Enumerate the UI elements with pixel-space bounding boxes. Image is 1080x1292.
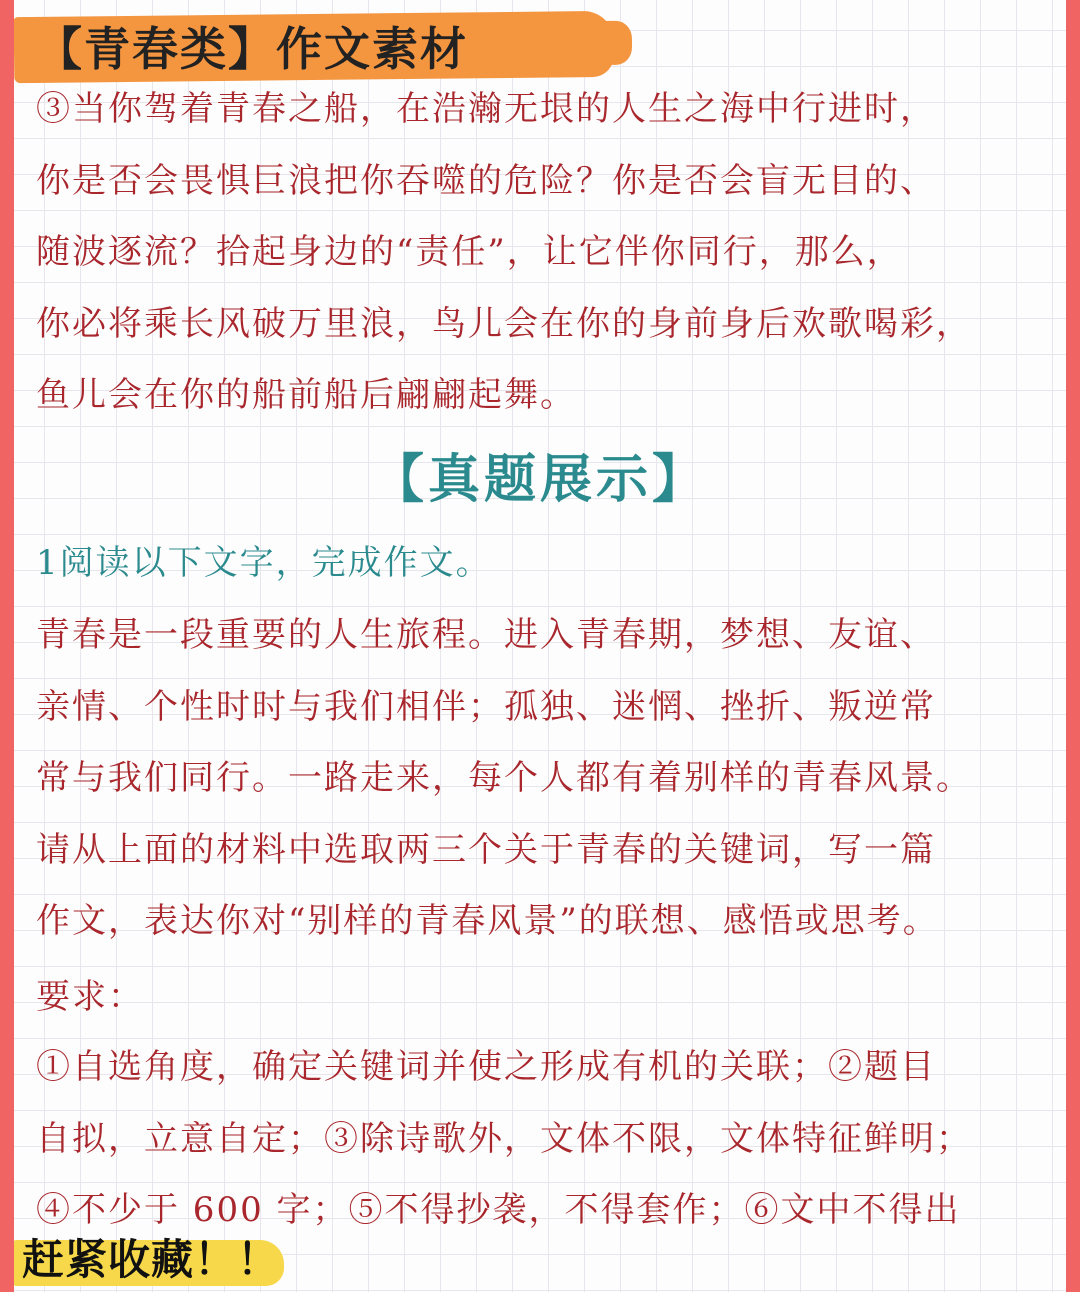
requirement-line: ①自选角度，确定关键词并使之形成有机的关联；②题目 [36,1047,936,1087]
exam-prompt [36,600,1066,958]
requirements-label: 要求： [36,977,144,1017]
prompt-line: 请从上面的材料中选取两三个关于青春的关键词，写一篇 [36,829,936,870]
requirement-line: 自拟，立意自定；③除诗歌外，文体不限，文体特征鲜明； [36,1118,972,1159]
material-line: ③当你驾着青春之船，在浩瀚无垠的人生之海中行进时， [36,89,936,129]
prompt-line: 亲情、个性时时与我们相伴；孤独、迷惘、挫折、叛逆常 [36,686,936,727]
requirement-line: ④不少于 600 字；⑤不得抄袭，不得套作；⑥文中不得出 [36,1190,961,1230]
requirements-list [36,1032,1066,1247]
material-line: 鱼儿会在你的船前船后翩翩起舞。 [36,375,576,415]
page-title: 【青春类】作文素材 [36,22,468,76]
material-line: 你是否会畏惧巨浪把你吞噬的危险？你是否会盲无目的、 [36,160,936,201]
material-line: 随波逐流？拾起身边的“责任”，让它伴你同行，那么， [36,232,903,272]
exam-task: 1阅读以下文字，完成作文。 [36,543,492,583]
material-line: 你必将乘长风破万里浪，鸟儿会在你的身前身后欢歌喝彩， [36,303,972,344]
material-paragraph [36,74,1066,432]
save-reminder: 赶紧收藏！！ [22,1235,281,1284]
prompt-line: 作文，表达你对“别样的青春风景”的联想、感悟或思考。 [36,901,939,941]
prompt-line: 青春是一段重要的人生旅程。进入青春期，梦想、友谊、 [36,615,936,655]
prompt-line: 常与我们同行。一路走来，每个人都有着别样的青春风景。 [36,758,972,798]
section-heading: 【真题展示】 [371,449,708,510]
